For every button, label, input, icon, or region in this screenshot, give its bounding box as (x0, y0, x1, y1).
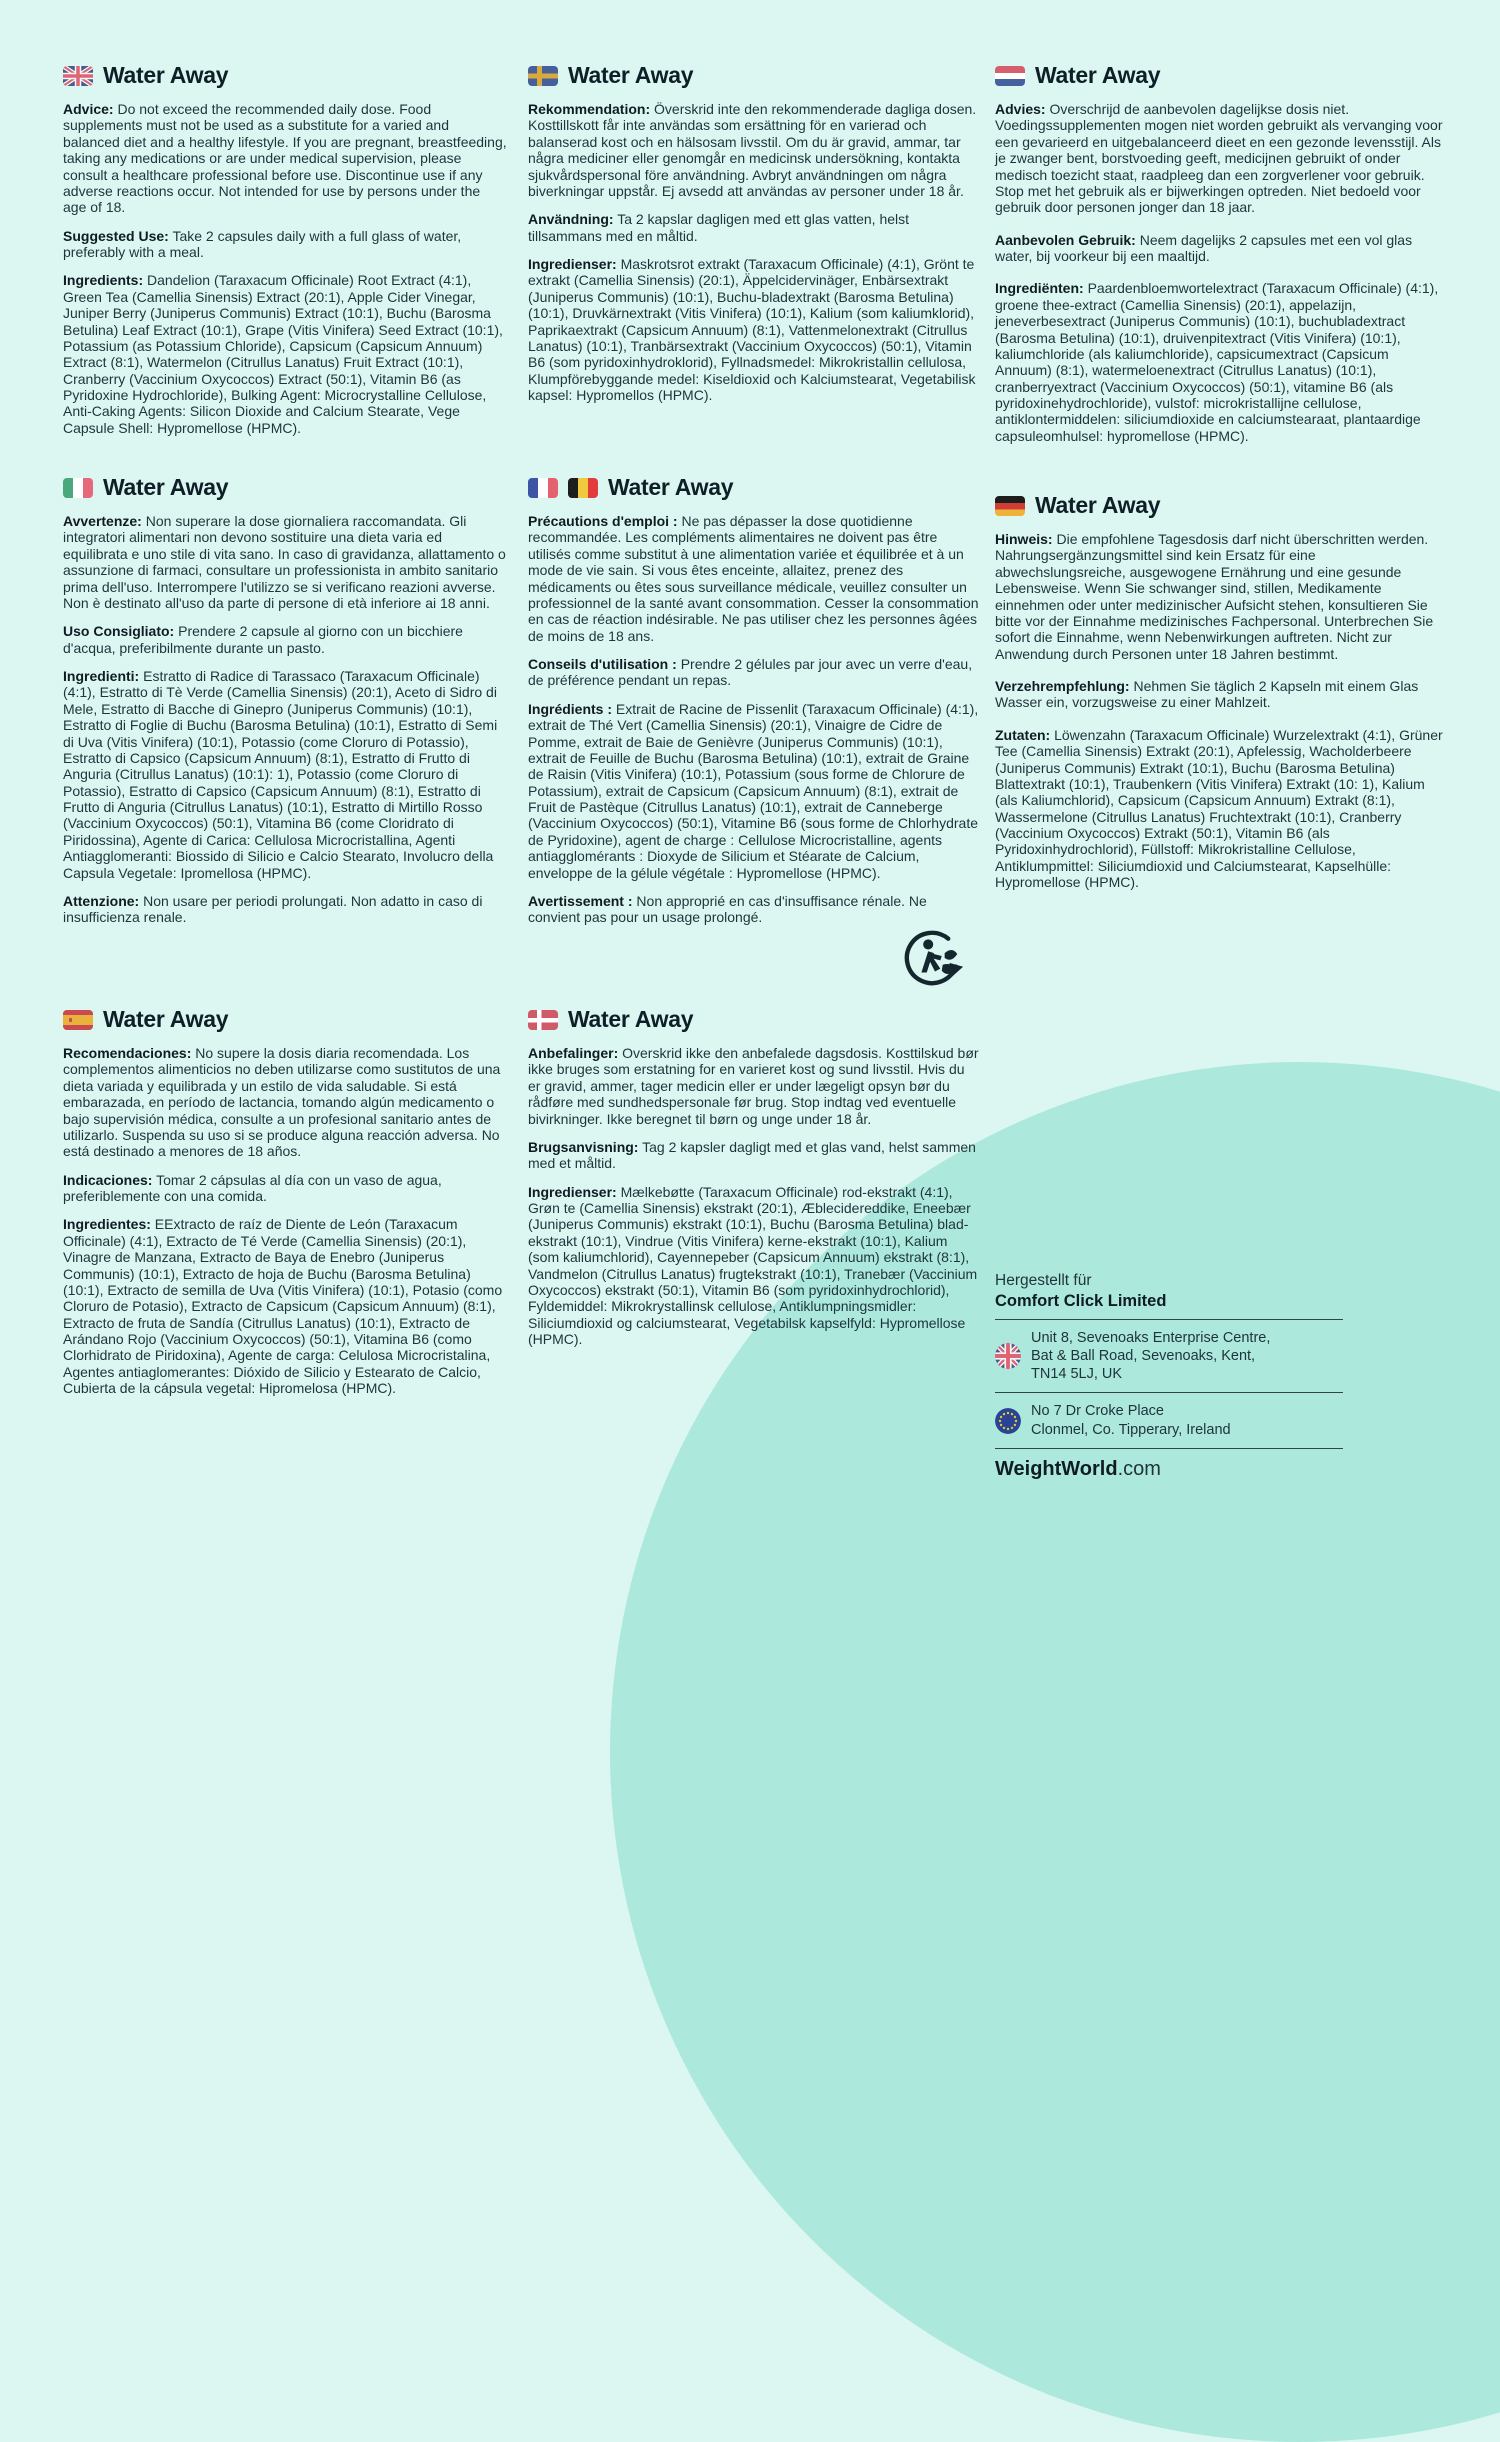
company-name: Comfort Click Limited (995, 1292, 1167, 1310)
section-header (528, 62, 980, 89)
paragraph-label: Avertissement : (528, 892, 633, 909)
advice-paragraph (63, 101, 507, 216)
product-title: Water Away (1035, 492, 1161, 518)
made-for-label: Hergestellt für (995, 1272, 1092, 1289)
usage-paragraph (63, 1172, 507, 1205)
warning-paragraph (528, 893, 980, 926)
paragraph-text: No supere la dosis diaria recomendada. Los complementos alimenticios no deben utilizarse como sustitutos de una dieta variada y equilibrada y un estilo de vida saludable. Si está embarazada, en período de lactancia, tomando algún medicamento o bajo supervisión médica, consulte a un profesional sanitario antes de utilizarlo. Suspenda su uso si se produce alguna reacción adversa. No está destinado a menores de 18 años. (63, 1045, 501, 1160)
uk-flag-round-icon (995, 1343, 1021, 1369)
paragraph-label: Uso Consigliato: (63, 623, 175, 640)
section-header (995, 62, 1443, 89)
paragraph-label: Verzehrempfehlung: (995, 678, 1130, 694)
paragraph-label: Ingredienti: (63, 668, 140, 684)
paragraph-text: Prendre 2 gélules par jour avec un verre d'eau, de préférence pendant un repas. (528, 656, 973, 689)
product-title: Water Away (103, 62, 229, 88)
section-english (63, 62, 507, 448)
usage-paragraph (995, 232, 1443, 265)
sweden-flag-icon (528, 66, 558, 86)
advice-paragraph (995, 101, 1443, 216)
paragraph-label: Ingrédients : (528, 700, 613, 717)
paragraph-label: Användning: (528, 211, 614, 228)
germany-flag-icon (995, 496, 1025, 516)
advice-paragraph (63, 513, 507, 611)
usage-paragraph (528, 1139, 980, 1172)
paragraph-text: Non approprié en cas d'insuffisance rénale. Ne convient pas pour un usage prolongé. (528, 892, 927, 926)
section-header (63, 62, 507, 89)
paragraph-text: Tag 2 kapsler dagligt med et glas vand, helst sammen med et måltid. (528, 1138, 976, 1172)
paragraph-label: Aanbevolen Gebruik: (995, 231, 1136, 248)
triman-recycling-icon (903, 926, 965, 988)
product-title: Water Away (103, 1006, 229, 1032)
paragraph-text: Dandelion (Taraxacum Officinale) Root Extract (4:1), Green Tea (Camellia Sinensis) Extract (20:1), Apple Cider Vinegar, Juniper Berry (Juniperus Communis) Extract (10:1), Buchu (Barosma Betulina) Leaf Extract (10:1), Grape (Vitis Vinifera) Seed Extract (10:1), Potassium (as Potassium Chloride), Capsicum (Capsicum Annuum) Extract (8:1), Watermelon (Citrullus Lanatus) Fruit Extract (10:1), Cranberry (Vaccinium Oxycoccos) Extract (50:1), Vitamin B6 (as Pyridoxine Hydrochloride), Bulking Agent: Microcrystalline Cellulose, Anti-Caking Agents: Silicon Dioxide and Calcium Stearate, Vege Capsule Shell: Hypromellose (HPMC). (63, 272, 503, 436)
address-line: TN14 5LJ, UK (1031, 1366, 1123, 1383)
belgium-flag-icon (568, 478, 598, 498)
address-line: Clonmel, Co. Tipperary, Ireland (1031, 1421, 1231, 1438)
advice-paragraph (63, 1045, 507, 1160)
uk-address-row (995, 1320, 1343, 1392)
section-header (528, 1006, 980, 1033)
uk-address (1031, 1329, 1270, 1383)
paragraph-label: Zutaten: (995, 726, 1051, 743)
paragraph-label: Advies: (995, 101, 1046, 117)
eu-flag-round-icon (995, 1408, 1021, 1434)
paragraph-text: Överskrid inte den rekommenderade dagliga dosen. Kosttillskott får inte användas som ersättning för en varierad och balanserad kost och en hälsosam livsstil. Om du är gravid, ammar, tar några mediciner eller genomgår en medicinsk undersökning, kontakta sjukvårdspersonal före användning. Avbryt användningen om några biverkningar uppstår. Ej avsedd att användas av personer under 18 år. (528, 101, 977, 199)
product-title: Water Away (568, 62, 694, 88)
advice-paragraph (528, 101, 980, 199)
paragraph-text: Maskrotsrot extrakt (Taraxacum Officinale) (4:1), Grönt te extrakt (Camellia Sinensis) (20:1), Äppelcidervinäger, Enbärsextrakt (Juniperus Communis) (10:1), Buchu-bladextrakt (Barosma Betulina) (10:1), Druvkärnextrakt (Vitis Vinifera) (10:1), Kalium (som kaliumklorid), Paprikaextrakt (Capsicum Annuum) (8:1), Vattenmelonextrakt (Citrullus Lanatus) (10:1), Tranbärsextrakt (Vaccinium Oxycoccos) (50:1), Vitamin B6 (som pyridoxinhydroklorid), Fyllnadsmedel: Mikrokristallin cellulosa, Klumpförebyggande medel: Kiseldioxid och Kalciumstearat, Vegetabilisk kapsel: Hypromellos (HPMC). (528, 256, 976, 403)
paragraph-text: Non superare la dose giornaliera raccomandata. Gli integratori alimentari non devono sostituire una dieta varia ed equilibrata e uno stile di vita sano. In caso di gravidanza, allattamento o assunzione di farmaci, consultare un professionista in ambito sanitario prima dell'uso. Interrompere l'utilizzo se si verificano reazioni avverse. Non è destinato all'uso da parte di persone di età inferiore ai 18 anni. (63, 513, 506, 611)
paragraph-text: Paardenbloemwortelextract (Taraxacum Officinale) (4:1), groene thee-extract (Camellia Sinensis) (20:1), appelazijn, jeneverbesextract (Juniperus Communis) (10:1), buchubladextract (Barosma Betulina) (10:1), druivenpitextract (Vitis Vinifera) (10:1), kaliumchloride (als kaliumchloride), capsicumextract (Capsicum Annuum) (8:1), watermeloenextract (Citrullus Lanatus) (10:1), cranberryextract (Vaccinium Oxycoccos) (50:1), vitamine B6 (als pyridoxinehydrochloride), vulstof: microkristallijne cellulose, antiklontermiddelen: siliciumdioxide en calciumstearaat, plantaardige capsuleomhulsel: hypromellose (HPMC). (995, 280, 1439, 444)
section-header (528, 474, 980, 501)
eu-address-row (995, 1393, 1343, 1447)
paragraph-text: Tomar 2 cápsulas al día con un vaso de agua, preferiblemente con una comida. (63, 1171, 442, 1204)
spain-flag-icon (63, 1010, 93, 1030)
section-italian (63, 474, 507, 938)
section-header (63, 474, 507, 501)
paragraph-text: Take 2 capsules daily with a full glass of water, preferably with a meal. (63, 227, 462, 260)
section-german (995, 492, 1443, 907)
usage-paragraph (528, 656, 980, 689)
denmark-flag-icon (528, 1010, 558, 1030)
warning-paragraph (63, 893, 507, 926)
ingredients-paragraph (995, 280, 1443, 444)
paragraph-label: Rekommendation: (528, 101, 651, 117)
eu-address (1031, 1402, 1231, 1438)
paragraph-text: Prendere 2 capsule al giorno con un bicchiere d'acqua, preferibilmente durante un pasto. (63, 623, 463, 656)
section-dutch (995, 62, 1443, 460)
paragraph-label: Ingredients: (63, 272, 144, 289)
section-danish (528, 1006, 980, 1359)
advice-paragraph (528, 513, 980, 644)
ingredients-paragraph (63, 272, 507, 436)
uk-flag-icon (63, 66, 93, 86)
section-spanish (63, 1006, 507, 1409)
paragraph-text: Overskrid ikke den anbefalede dagsdosis. Kosttilskud bør ikke bruges som erstatning for en varieret kost og sund livsstil. Hvis du er gravid, ammer, tager medicin eller er under lægeligt opsyn bør du rådføre med sundhedspersonale før brug. Stop indtag ved eventuelle bivirkninger. Ikke beregnet til børn og unge under 18 år. (528, 1045, 979, 1127)
usage-paragraph (528, 211, 980, 244)
paragraph-text: EExtracto de raíz de Diente de León (Taraxacum Officinale) (4:1), Extracto de Té Verde (Camellia Sinensis) (20:1), Vinagre de Manzana, Extracto de Baya de Enebro (Juniperus Communis) (10:1), Extracto de hoja de Buchu (Barosma Betulina) (10:1), Extracto de semilla de Uva (Vitis Vinifera) (10:1), Potasio (como Cloruro de Potasio), Extracto de Capsicum (Capsicum Annuum) (8:1), Extracto de fruta de Sandía (Citrullus Lanatus) (10:1), Extracto de Arándano Rojo (Vaccinium Oxycoccos) (50:1), Vitamina B6 (como Clorhidrato de Piridoxina), Agente de carga: Celulosa Microcristalina, Agentes antiaglomerantes: Dióxido de Silicio y Estearato de Calcio, Cubierta de la cápsula vegetal: Hipromelosa (HPMC). (63, 1216, 503, 1397)
product-title: Water Away (608, 474, 734, 500)
advice-paragraph (528, 1045, 980, 1127)
address-line: Bat & Ball Road, Sevenoaks, Kent, (1031, 1348, 1256, 1365)
paragraph-label: Recomendaciones: (63, 1045, 192, 1061)
usage-paragraph (995, 678, 1443, 711)
ingredients-paragraph (528, 701, 980, 881)
ingredients-paragraph (528, 1184, 980, 1348)
usage-paragraph (63, 623, 507, 656)
paragraph-text: Mælkebøtte (Taraxacum Officinale) rod-ekstrakt (4:1), Grøn te (Camellia Sinensis) ekstrakt (20:1), Æblecidereddike, Eneebær (Juniperus Communis) ekstrakt (10:1), Buchu (Barosma Betulina) blad-ekstrakt (10:1), Vindrue (Vitis Vinifera) kerne-ekstrakt (10:1), Kalium (som kaliumchlorid), Cayennepeber (Capsicum Annuum) ekstrakt (8:1), Vandmelon (Citrullus Lanatus) frugtekstrakt (10:1), Tranebær (Vaccinium Oxycoccos) ekstrakt (50:1), Vitamin B6 (som pyridoxinhydrochlorid), Fyldemiddel: Mikrokrystallinsk cellulose, Antiklumpningsmidler: Siliciumdioxid og calciumstearat, Vegetabilsk kapselfyld: Hypromellose (HPMC). (528, 1183, 978, 1347)
address-line: No 7 Dr Croke Place (1031, 1403, 1164, 1420)
product-title: Water Away (103, 474, 229, 500)
paragraph-text: Neem dagelijks 2 capsules met een vol glas water, bij voorkeur bij een maaltijd. (995, 231, 1413, 264)
paragraph-label: Indicaciones: (63, 1171, 153, 1188)
usage-paragraph (63, 228, 507, 261)
paragraph-label: Précautions d'emploi : (528, 513, 678, 529)
paragraph-text: Overschrijd de aanbevolen dagelijkse dosis niet. Voedingssupplementen mogen niet worden gebruikt als vervanging voor een gevarieerd en uitgebalanceerd dieet en een gezonde levensstijl. Als je zwanger bent, borstvoeding geeft, medicijnen gebruikt of onder medisch toezicht staat, raadpleeg dan een zorgverlener voor gebruik. Stop met het gebruik als er bijwerkingen optreden. Niet bedoeld voor gebruik door personen jonger dan 18 jaar. (995, 101, 1443, 216)
paragraph-label: Conseils d'utilisation : (528, 656, 677, 672)
paragraph-text: Die empfohlene Tagesdosis darf nicht überschritten werden. Nahrungsergänzungsmittel sind kein Ersatz für eine abwechslungsreiche, ausgewogene Ernährung und eine gesunde Lebensweise. Wenn Sie schwanger sind, stillen, Medikamente einnehmen oder unter medizinischer Aufsicht stehen, konsultieren Sie bitte vor der Einnahme medizinisches Fachpersonal. Unterbrechen Sie sofort die Einnahme, wenn Nebenwirkungen auftreten. Nicht zur Anwendung durch Personen unter 18 Jahren bestimmt. (995, 531, 1434, 662)
paragraph-label: Ingredienser: (528, 256, 617, 272)
paragraph-text: Ta 2 kapslar dagligen med ett glas vatten, helst tillsammans med en måltid. (528, 211, 910, 244)
product-title: Water Away (568, 1006, 694, 1032)
website-text (995, 1458, 1343, 1481)
paragraph-label: Ingrediënten: (995, 280, 1084, 297)
paragraph-label: Advice: (63, 101, 114, 117)
paragraph-text: Nehmen Sie täglich 2 Kapseln mit einem Glas Wasser ein, vorzugsweise zu einer Mahlzeit. (995, 678, 1419, 711)
section-header (63, 1006, 507, 1033)
section-swedish (528, 62, 980, 415)
france-flag-icon (528, 478, 558, 498)
ingredients-paragraph (528, 256, 980, 403)
ingredients-paragraph (63, 668, 507, 881)
section-french (528, 474, 980, 938)
address-line: Unit 8, Sevenoaks Enterprise Centre, (1031, 1330, 1271, 1346)
website-tld: .com (1117, 1457, 1161, 1480)
ingredients-paragraph (995, 727, 1443, 891)
paragraph-text: Löwenzahn (Taraxacum Officinale) Wurzelextrakt (4:1), Grüner Tee (Camellia Sinensis) Extrakt (20:1), Apfelessig, Wacholderbeere (Juniperus Communis) Extrakt (10:1), Buchu (Barosma Betulina) Blattextrakt (10:1), Traubenkern (Vitis Vinifera) Extrakt (10: 1), Kalium (als Kaliumchlorid), Capsicum (Capsicum Annuum) Extrakt (8:1), Wassermelone (Citrullus Lanatus) Fruchtextrakt (10:1), Cranberry (Vaccinium Oxycoccos) Extrakt (50:1), Vitamin B6 (als Pyridoxinhydrochlorid), Füllstoff: Mikrokristalline Cellulose, Antiklumpmittel: Siliciumdioxid und Calciumstearat, Kapselhülle: Hypromellose (HPMC). (995, 726, 1443, 891)
netherlands-flag-icon (995, 66, 1025, 86)
paragraph-text: Extrait de Racine de Pissenlit (Taraxacum Officinale) (4:1), extrait de Thé Vert (Camellia Sinensis) (20:1), Vinaigre de Cidre de Pomme, extrait de Baie de Genièvre (Juniperus Communis) (10:1), extrait de Feuille de Buchu (Barosma Betulina) (10:1), extrait de Graine de Raisin (Vitis Vinifera) (10:1), Potassium (sous forme de Chlorure de Potassium), extrait de Capsicum (Capsicum Annuum) (8:1), extrait de Fruit de Pastèque (Citrullus Lanatus) (10:1), extrait de Canneberge (Vaccinium Oxycoccos) (50:1), Vitamine B6 (sous forme de Chlorhydrate de Pyridoxine), agent de charge : Cellulose Microcristalline, agents antiagglomérants : Dioxyde de Silicium et Stéarate de Calcium, enveloppe de la gélule végétale : Hypromellose (HPMC). (528, 700, 979, 881)
paragraph-label: Brugsanvisning: (528, 1138, 639, 1155)
paragraph-label: Attenzione: (63, 892, 140, 909)
italy-flag-icon (63, 478, 93, 498)
paragraph-text: Non usare per periodi prolungati. Non adatto in caso di insufficienza renale. (63, 892, 483, 926)
divider (995, 1448, 1343, 1449)
manufacturer-block (995, 1272, 1343, 1481)
paragraph-label: Ingredienser: (528, 1183, 617, 1200)
paragraph-text: Do not exceed the recommended daily dose. Food supplements must not be used as a substitute for a varied and balanced diet and a healthy lifestyle. If you are pregnant, breastfeeding, taking any medications or are under medical supervision, please consult a healthcare professional before use. Discontinue use if any adverse reactions occur. Not intended for use by persons under the age of 18. (63, 101, 507, 216)
paragraph-label: Avvertenze: (63, 513, 142, 529)
paragraph-label: Suggested Use: (63, 227, 169, 244)
paragraph-text: Estratto di Radice di Tarassaco (Taraxacum Officinale) (4:1), Estratto di Tè Verde (Camellia Sinensis) (20:1), Aceto di Sidro di Mele, Estratto di Bacche di Ginepro (Juniperus Communis) (10:1), Estratto di Foglie di Buchu (Barosma Betulina) (10:1), Estratto di Semi di Uva (Vitis Vinifera) (10:1), Potassio (come Cloruro di Potassio), Estratto di Capsico (Capsicum Annuum) (8:1), Estratto di Frutto di Anguria (Citrullus Lanatus) (10:1): 1), Potassio (come Cloruro di Potassio), Estratto di Capsico (Capsicum Annuum) (8:1), Estratto di Frutto di Anguria (Citrullus Lanatus) (10:1), Estratto di Mirtillo Rosso (Vaccinium Oxycoccos) (50:1), Vitamina B6 (come Cloridrato di Piridossina), Agente di Carica: Cellulosa Microcristallina, Agenti Antiagglomeranti: Biossido di Silicio e Calcio Stearato, Involucro della Capsula Vegetale: Ipromellosa (HPMC). (63, 668, 498, 881)
ingredients-paragraph (63, 1216, 507, 1396)
website-brand: WeightWorld (995, 1457, 1118, 1480)
paragraph-label: Hinweis: (995, 531, 1053, 547)
product-title: Water Away (1035, 62, 1161, 88)
advice-paragraph (995, 531, 1443, 662)
paragraph-text: Ne pas dépasser la dose quotidienne recommandée. Les compléments alimentaires ne doivent pas être utilisés comme substitut à une alimentation variée et équilibrée et à un mode de vie sain. Si vous êtes enceinte, allaitez, prenez des médicaments ou êtes sous surveillance médicale, veuillez consulter un professionnel de la santé avant consommation. Cesser la consommation en cas de réaction indésirable. Ne pas utiliser chez les personnes âgées de moins de 18 ans. (528, 513, 979, 644)
paragraph-label: Anbefalinger: (528, 1045, 619, 1061)
paragraph-label: Ingredientes: (63, 1216, 151, 1233)
section-header (995, 492, 1443, 519)
